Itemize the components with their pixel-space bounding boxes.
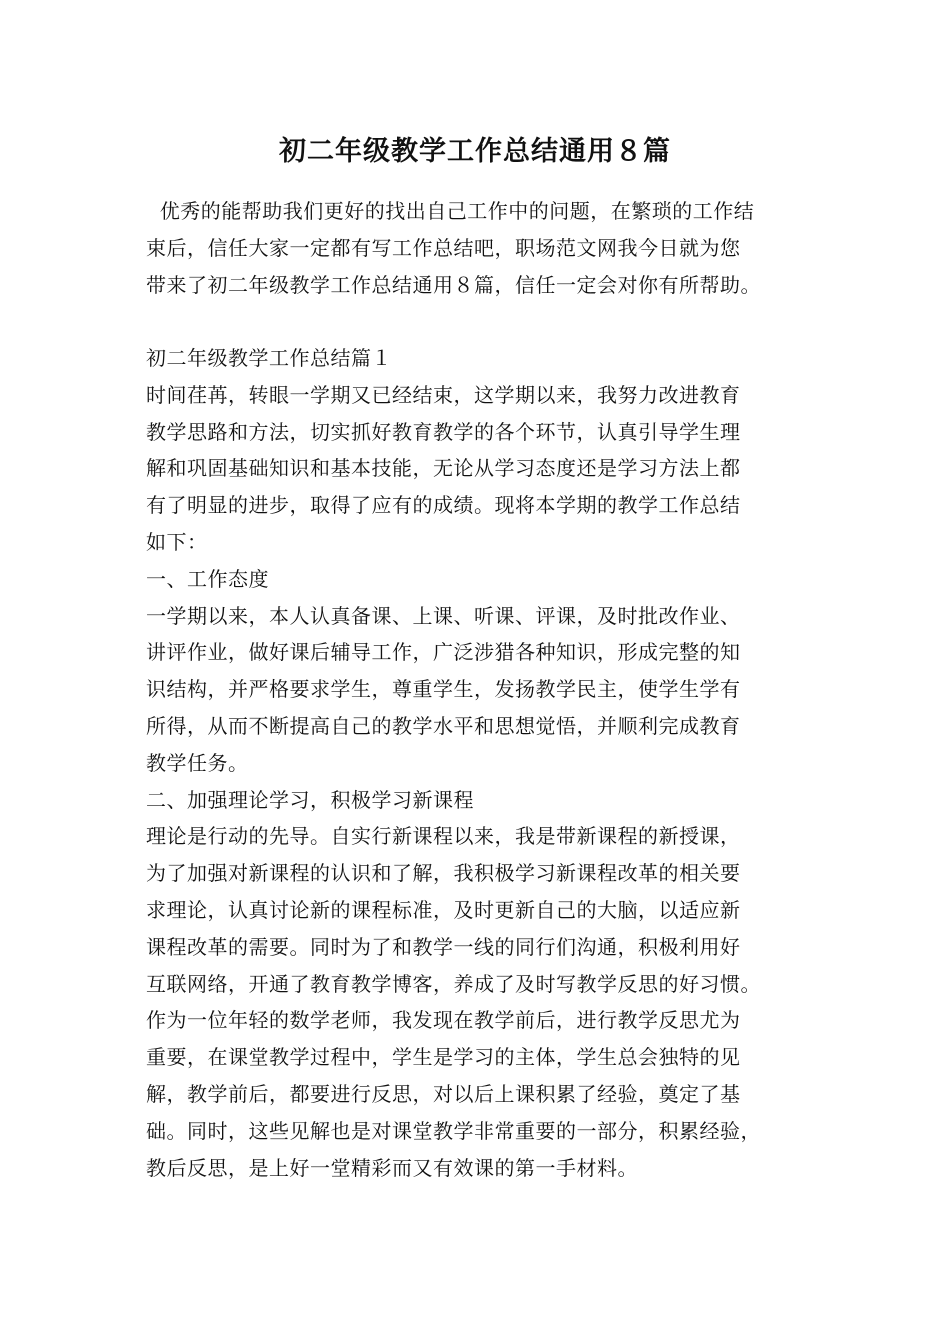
body-line: 所得，从而不断提高自己的教学水平和思想觉悟，并顺利完成教育	[146, 713, 741, 738]
body-line: 作为一位年轻的数学老师，我发现在教学前后，进行教学反思尤为	[146, 1008, 741, 1033]
body-line: 如下：	[146, 529, 208, 554]
subsection-heading: 二、加强理论学习，积极学习新课程	[146, 787, 474, 812]
body-line: 重要，在课堂教学过程中，学生是学习的主体，学生总会独特的见	[146, 1045, 741, 1070]
intro-paragraph	[146, 193, 826, 303]
intro-line: 束后，信任大家一定都有写工作总结吧，职场范文网我今日就为您	[146, 235, 741, 260]
body-line: 解，教学前后，都要进行反思，对以后上课积累了经验，奠定了基	[146, 1081, 741, 1106]
body-line: 识结构，并严格要求学生，尊重学生，发扬教学民主，使学生学有	[146, 677, 741, 702]
body-line: 础。同时，这些见解也是对课堂教学非常重要的一部分，积累经验，	[146, 1118, 761, 1143]
body-line: 有了明显的进步，取得了应有的成绩。现将本学期的教学工作总结	[146, 493, 741, 518]
body-line: 教后反思，是上好一堂精彩而又有效课的第一手材料。	[146, 1155, 638, 1180]
body-line: 理论是行动的先导。自实行新课程以来，我是带新课程的新授课，	[146, 824, 741, 849]
main-body	[146, 340, 826, 1186]
body-line: 教学任务。	[146, 750, 249, 775]
body-line: 为了加强对新课程的认识和了解，我积极学习新课程改革的相关要	[146, 861, 741, 886]
document-title: 初二年级教学工作总结通用８篇	[279, 136, 671, 167]
body-line: 解和巩固基础知识和基本技能，无论从学习态度还是学习方法上都	[146, 456, 741, 481]
intro-line: 带来了初二年级教学工作总结通用８篇，信任一定会对你有所帮助。	[146, 272, 761, 297]
body-line: 互联网络，开通了教育教学博客，养成了及时写教学反思的好习惯。	[146, 971, 761, 996]
body-line: 求理论，认真讨论新的课程标准，及时更新自己的大脑，以适应新	[146, 897, 741, 922]
body-line: 教学思路和方法，切实抓好教育教学的各个环节，认真引导学生理	[146, 419, 741, 444]
body-line: 时间荏苒，转眼一学期又已经结束，这学期以来，我努力改进教育	[146, 382, 741, 407]
section-heading: 初二年级教学工作总结篇１	[146, 346, 392, 370]
intro-line: 优秀的能帮助我们更好的找出自己工作中的问题，在繁琐的工作结	[146, 199, 755, 223]
subsection-heading: 一、工作态度	[146, 566, 269, 591]
body-line: 课程改革的需要。同时为了和教学一线的同行们沟通，积极利用好	[146, 934, 741, 959]
body-line: 讲评作业，做好课后辅导工作，广泛涉猎各种知识，形成完整的知	[146, 640, 741, 665]
body-line: 一学期以来，本人认真备课、上课、听课、评课，及时批改作业、	[146, 603, 741, 628]
